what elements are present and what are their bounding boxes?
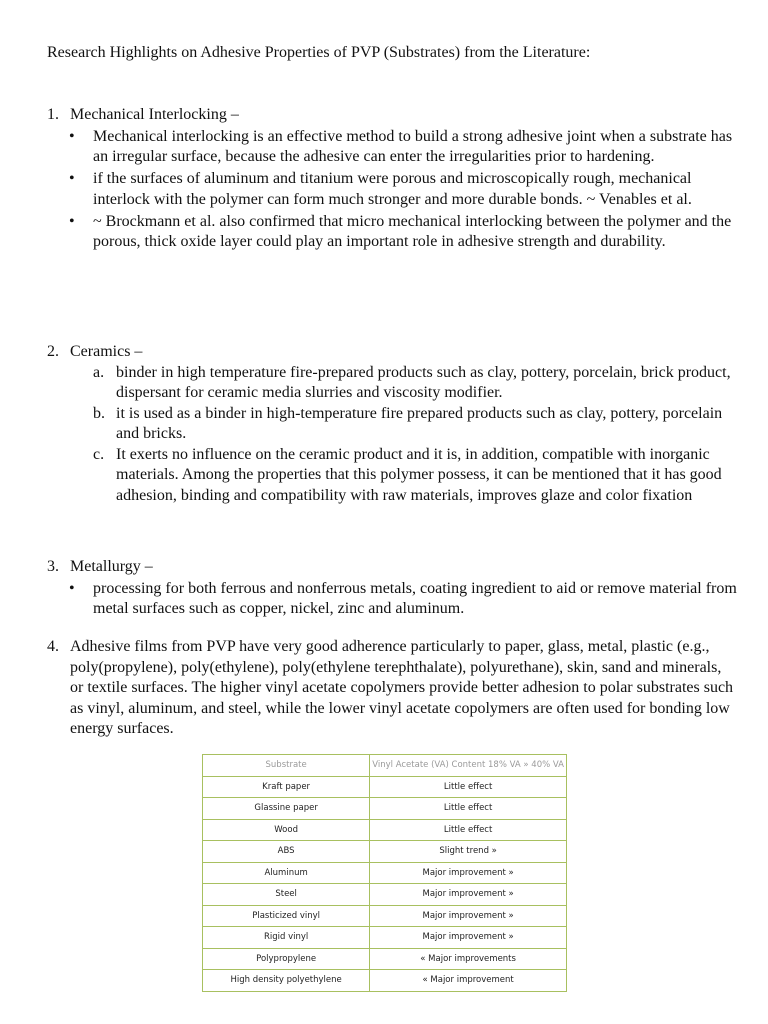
table-cell-substrate: Aluminum bbox=[203, 862, 370, 884]
bullet-list bbox=[47, 579, 737, 620]
table-cell-substrate: ABS bbox=[203, 841, 370, 863]
table-cell-effect: Slight trend » bbox=[370, 841, 567, 863]
section-heading-text: Ceramics – bbox=[70, 343, 143, 360]
table-cell-effect: « Major improvements bbox=[370, 948, 567, 970]
bullet-icon: • bbox=[69, 212, 75, 230]
table-row bbox=[203, 905, 567, 927]
section-number: 4. bbox=[47, 638, 59, 655]
section-number: 2. bbox=[47, 343, 59, 360]
table-cell-effect: Little effect bbox=[370, 819, 567, 841]
list-item: • Mechanical interlocking is an effective method to build a strong adhesive joint when a substrate has an irregular surface, because the adhesive can enter the irregularities prior to hardening. bbox=[69, 127, 733, 165]
table-cell-substrate: Glassine paper bbox=[203, 798, 370, 820]
table-cell-effect: Little effect bbox=[370, 776, 567, 798]
list-marker: a. bbox=[93, 363, 105, 381]
section-heading-text: Metallurgy – bbox=[70, 558, 153, 575]
section-heading bbox=[47, 557, 737, 578]
section-heading-text: Mechanical Interlocking – bbox=[70, 106, 239, 123]
section-heading bbox=[47, 342, 737, 363]
column-header-va-content: Vinyl Acetate (VA) Content 18% VA » 40% VA bbox=[370, 755, 567, 777]
list-marker: c. bbox=[93, 445, 105, 463]
table-row bbox=[203, 970, 567, 992]
bullet-icon: • bbox=[69, 170, 75, 187]
section-heading bbox=[47, 105, 737, 126]
table-cell-effect: Major improvement » bbox=[370, 862, 567, 884]
bullet-list bbox=[47, 127, 737, 253]
table-row bbox=[203, 776, 567, 798]
list-item: b. it is used as a binder in high-temperature fire prepared products such as clay, pottery, porcelain and bricks. bbox=[93, 404, 723, 442]
column-header-substrate: Substrate bbox=[203, 755, 370, 777]
section-ceramics bbox=[47, 342, 737, 506]
lettered-list bbox=[47, 363, 737, 507]
bullet-icon: • bbox=[69, 579, 75, 597]
table-row bbox=[203, 819, 567, 841]
list-marker: b. bbox=[93, 404, 105, 422]
section-paragraph-text: Adhesive films from PVP have very good adherence particularly to paper, glass, metal, plastic (e.g., poly(propylene), poly(ethylene), poly(ethylene terephthalate), polyurethane), skin, sand and minerals, or textile surfaces. The higher vinyl acetate copolymers provide better adhesion to polar substrates such as vinyl, aluminum, and steel, while the lower vinyl acetate copolymers are often used for bonding low energy surfaces. bbox=[70, 638, 734, 737]
table-row bbox=[203, 948, 567, 970]
table-cell-effect: Major improvement » bbox=[370, 905, 567, 927]
table-header-row bbox=[203, 755, 567, 777]
table-cell-substrate: Polypropylene bbox=[203, 948, 370, 970]
table-cell-effect: Little effect bbox=[370, 798, 567, 820]
table-cell-effect: « Major improvement bbox=[370, 970, 567, 992]
table-cell-substrate: Kraft paper bbox=[203, 776, 370, 798]
bullet-icon: • bbox=[69, 127, 75, 145]
table-row bbox=[203, 884, 567, 906]
table-row bbox=[203, 798, 567, 820]
table-cell-substrate: Wood bbox=[203, 819, 370, 841]
list-item: • processing for both ferrous and nonferrous metals, coating ingredient to aid or remove material from metal surfaces such as copper, nickel, zinc and aluminum. bbox=[69, 579, 737, 617]
section-paragraph bbox=[47, 637, 737, 740]
table-row bbox=[203, 927, 567, 949]
table-cell-effect: Major improvement » bbox=[370, 927, 567, 949]
table-cell-effect: Major improvement » bbox=[370, 884, 567, 906]
table-row bbox=[203, 862, 567, 884]
section-number: 1. bbox=[47, 106, 59, 123]
section-adhesive-films bbox=[47, 637, 737, 740]
table-cell-substrate: Plasticized vinyl bbox=[203, 905, 370, 927]
table-cell-substrate: High density polyethylene bbox=[203, 970, 370, 992]
document-title: Research Highlights on Adhesive Properties of PVP (Substrates) from the Literature: bbox=[47, 44, 591, 61]
list-item: c. It exerts no influence on the ceramic product and it is, in addition, compatible with inorganic materials. Among the properties that this polymer possess, it can be mentioned that it has good adhesion, binding and compatibility with raw materials, improves glaze and color fixation bbox=[93, 445, 722, 504]
table-cell-substrate: Steel bbox=[203, 884, 370, 906]
table-cell-substrate: Rigid vinyl bbox=[203, 927, 370, 949]
list-item: • if the surfaces of aluminum and titanium were porous and microscopically rough, mechanical interlock with the polymer can form much stronger and more durable bonds. ~ Venables et al. bbox=[69, 170, 692, 208]
list-item: a. binder in high temperature fire-prepared products such as clay, pottery, porcelain, brick product, dispersant for ceramic media slurries and viscosity modifier. bbox=[93, 363, 731, 401]
section-mechanical-interlocking bbox=[47, 105, 737, 254]
section-metallurgy bbox=[47, 557, 737, 621]
table-row bbox=[203, 841, 567, 863]
section-number: 3. bbox=[47, 558, 59, 575]
substrate-table bbox=[202, 754, 567, 992]
list-item: • ~ Brockmann et al. also confirmed that micro mechanical interlocking between the polymer and the porous, thick oxide layer could play an important role in adhesive strength and durability. bbox=[69, 212, 732, 250]
